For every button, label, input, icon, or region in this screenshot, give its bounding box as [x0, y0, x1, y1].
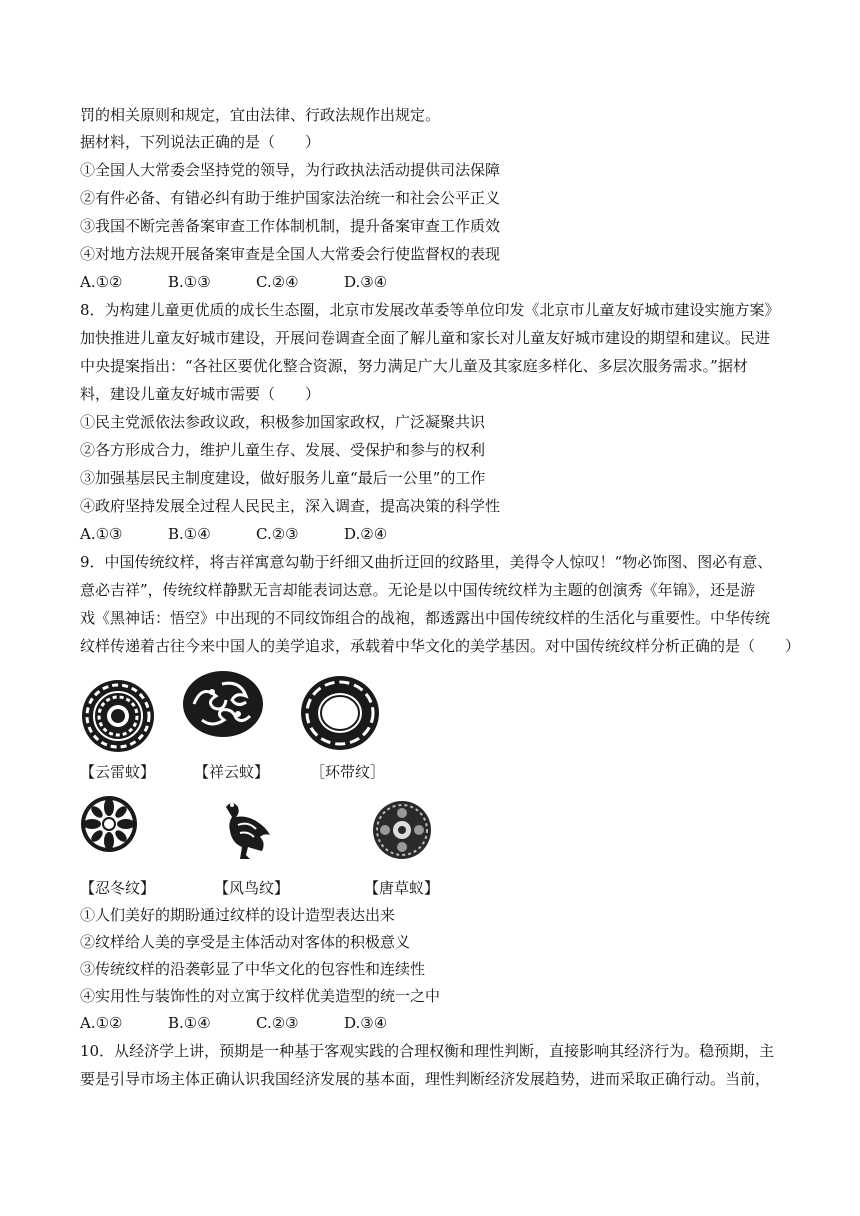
- tang-grass-pattern-icon: [372, 800, 432, 860]
- q9-stem-line: 戏《黑神话：悟空》中出现的不同纹饰组合的战袍，都透露出中国传统纹样的生活化与重要性。中华传统: [80, 609, 771, 627]
- q8-option-c[interactable]: C.②③: [256, 525, 299, 543]
- q8-option-b[interactable]: B.①④: [168, 525, 211, 543]
- pattern-caption: 【云雷蚊】: [80, 763, 156, 781]
- q7-option-d[interactable]: D.③④: [344, 273, 388, 291]
- q9-option-b[interactable]: B.①④: [168, 1014, 211, 1032]
- q8-item-1: ①民主党派依法参政议政，积极参加国家政权，广泛凝聚共识: [80, 413, 486, 431]
- q9-option-d[interactable]: D.③④: [344, 1014, 388, 1032]
- q10-stem-line: 10．从经济学上讲，预期是一种基于客观实践的合理权衡和理性判断，直接影响其经济行为。稳预期，主: [80, 1042, 775, 1060]
- q9-option-a[interactable]: A.①②: [80, 1014, 123, 1032]
- q7-option-c[interactable]: C.②④: [256, 273, 299, 291]
- honeysuckle-pattern-icon: [80, 795, 138, 853]
- pattern-caption: 【风鸟纹】: [214, 879, 290, 897]
- q9-item-4: ④实用性与装饰性的对立寓于纹样优美造型的统一之中: [80, 987, 441, 1005]
- q8-item-4: ④政府坚持发展全过程人民民主，深入调查，提高决策的科学性: [80, 497, 501, 515]
- q8-options: [80, 524, 780, 544]
- q9-option-c[interactable]: C.②③: [256, 1014, 299, 1032]
- q8-item-2: ②各方形成合力，维护儿童生存、发展、受保护和参与的权利: [80, 441, 486, 459]
- q7-item-4: ④对地方法规开展备案审查是全国人大常委会行使监督权的表现: [80, 245, 501, 263]
- q8-option-d[interactable]: D.②④: [344, 525, 388, 543]
- q8-stem-line: 中央提案指出：“各社区要优化整合资源，努力满足广大儿童及其家庭多样化、多层次服务需求。”据材: [80, 357, 748, 375]
- pattern-caption: 【唐草蚁】: [364, 879, 440, 897]
- ring-band-pattern-icon: [300, 675, 380, 751]
- q9-item-1: ①人们美好的期盼通过纹样的设计造型表达出来: [80, 906, 396, 924]
- q7-option-a[interactable]: A.①②: [80, 273, 123, 291]
- q7-options: [80, 272, 780, 292]
- auspicious-cloud-pattern-icon: [182, 670, 264, 738]
- q10-stem-line: 要是引导市场主体正确认识我国经济发展的基本面，理性判断经济发展趋势，进而采取正确行动。当前，: [80, 1070, 771, 1088]
- q7-item-1: ①全国人大常委会坚持党的领导，为行政执法活动提供司法保障: [80, 161, 501, 179]
- cloud-thunder-pattern-icon: [80, 678, 156, 754]
- q9-stem-line: 意必吉祥”，传统纹样静默无言却能表词达意。无论是以中国传统纹样为主题的创演秀《年锦》，还是游: [80, 581, 756, 599]
- q8-stem-line: 料，建设儿童友好城市需要（ ）: [80, 385, 321, 403]
- text-line: 罚的相关原则和规定，宜由法律、行政法规作出规定。: [80, 106, 441, 124]
- phoenix-bird-pattern-icon: [218, 797, 278, 863]
- q8-stem-line: 加快推进儿童友好城市建设，开展问卷调查全面了解儿童和家长对儿童友好城市建设的期望和建议。民进: [80, 329, 771, 347]
- pattern-caption: 【忍冬纹】: [80, 879, 156, 897]
- q9-options: [80, 1013, 780, 1033]
- q8-stem-line: 8．为构建儿童更优质的成长生态圈，北京市发展改革委等单位印发《北京市儿童友好城市建设实施方案》: [80, 301, 780, 319]
- pattern-caption: 【祥云蚊】: [194, 763, 270, 781]
- q8-item-3: ③加强基层民主制度建设，做好服务儿童“最后一公里”的工作: [80, 469, 486, 487]
- q9-stem-line: 9．中国传统纹样，将吉祥寓意勾勒于纤细又曲折迂回的纹路里，美得令人惊叹！“物必饰图、图必有意、: [80, 553, 773, 571]
- q9-item-3: ③传统纹样的沿袭彰显了中华文化的包容性和连续性: [80, 960, 426, 978]
- q9-item-2: ②纹样给人美的享受是主体活动对客体的积极意义: [80, 933, 411, 951]
- q7-item-2: ②有件必备、有错必纠有助于维护国家法治统一和社会公平正义: [80, 189, 501, 207]
- q7-prompt: 据材料，下列说法正确的是（ ）: [80, 133, 321, 151]
- q9-stem-line: 纹样传递着古往今来中国人的美学追求，承载着中华文化的美学基因。对中国传统纹样分析正确的是（ ）: [80, 637, 801, 655]
- q7-option-b[interactable]: B.①③: [168, 273, 211, 291]
- q7-item-3: ③我国不断完善备案审查工作体制机制，提升备案审查工作质效: [80, 217, 501, 235]
- pattern-caption: ［环带纹］: [310, 763, 386, 781]
- q8-option-a[interactable]: A.①③: [80, 525, 123, 543]
